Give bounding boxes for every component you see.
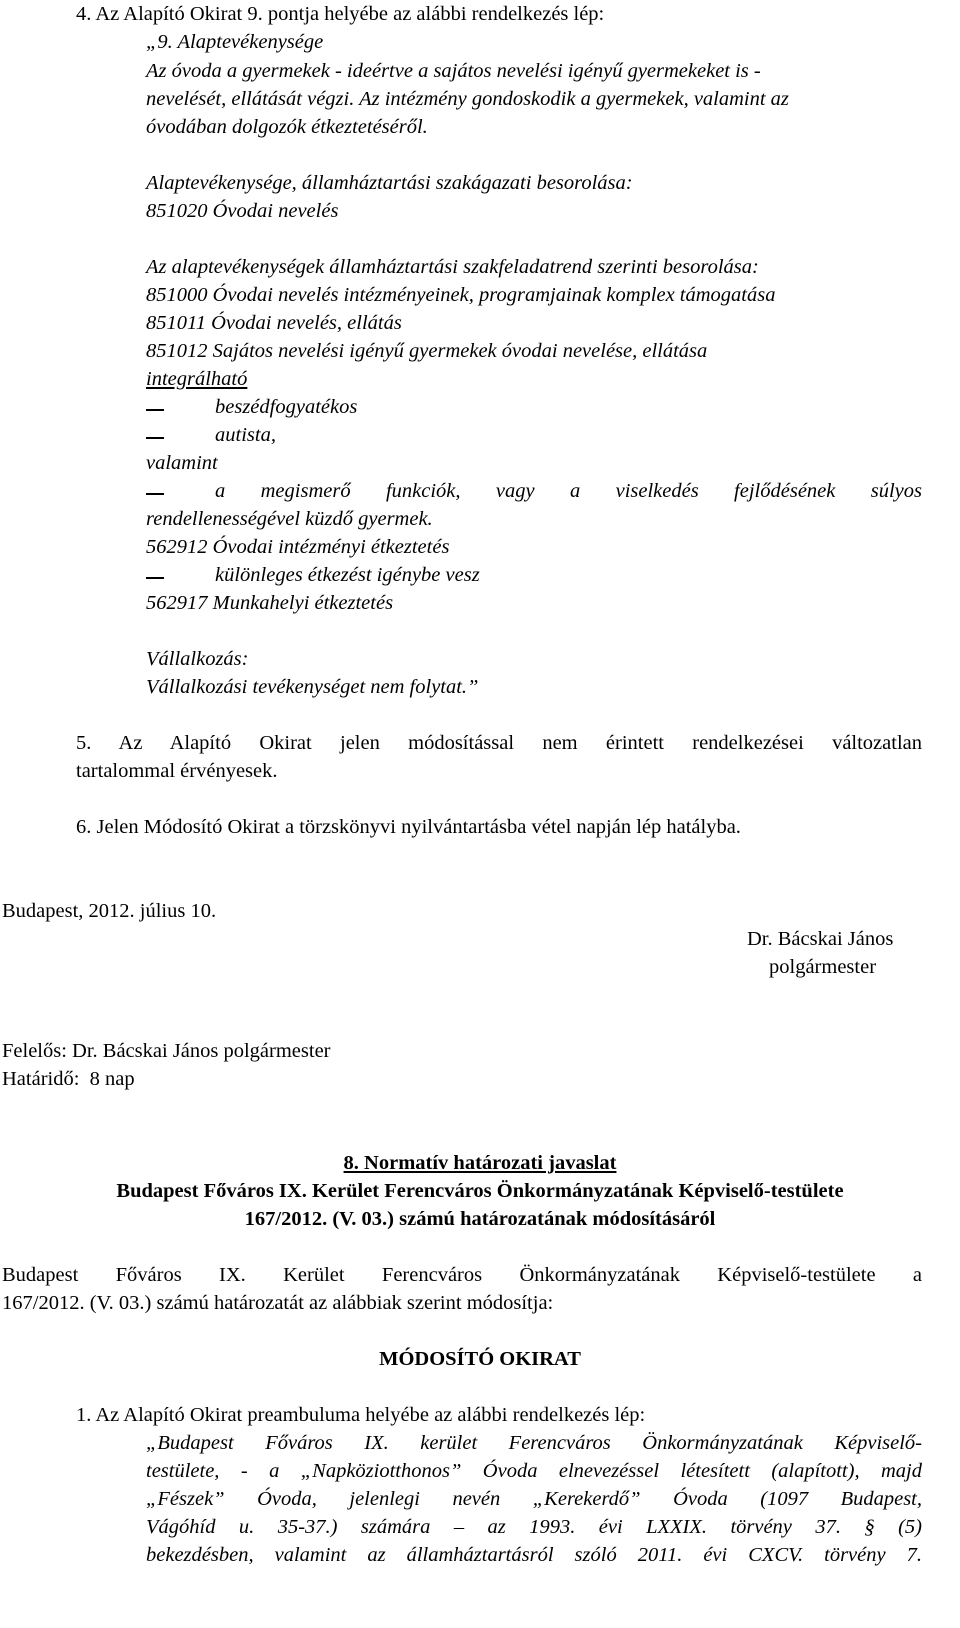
proposal-resolution: 167/2012. (V. 03.) számú határozatának módosításáról [244,1208,716,1230]
item1-line1: „Budapest Főváros IX. kerület Ferencváros Önkormányzatának Képviselő- [146,1432,922,1454]
proposal-title: 8. Normatív határozati javaslat [343,1152,617,1174]
section4-p1-line1: Az óvoda a gyermekek - ideértve a sajátos nevelési igényű gyermekeket is - [146,60,761,82]
section4-p1-line3: óvodában dolgozók étkeztetéséről. [146,116,428,138]
item1-line5: bekezdésben, valamint az államháztartásról szóló 2011. évi CXCV. törvény 7. [146,1544,922,1566]
valamint-label: valamint [146,452,218,474]
section4-p1-line2: nevelését, ellátását végzi. Az intézmény gondoskodik a gyermekek, valamint az [146,88,789,110]
task-4: 562912 Óvodai intézményi étkeztetés [146,536,450,558]
section5-line2: tartalommal érvényesek. [76,760,278,782]
deadline: Határidő: 8 nap [2,1068,135,1090]
body-line2: 167/2012. (V. 03.) számú határozatát az alábbiak szerint módosítja: [2,1292,554,1314]
vallalkozas-label: Vállalkozás: [146,648,249,670]
dash-bullet [146,577,164,579]
dash-bullet [146,493,164,495]
body-line1: Budapest Főváros IX. Kerület Ferencváros Önkormányzatának Képviselő-testülete a [2,1264,922,1286]
dash-item-1: beszédfogyatékos [215,396,358,418]
section6: 6. Jelen Módosító Okirat a törzskönyvi nyilvántartásba vétel napján lép hatályba. [76,816,741,838]
dash-bullet [146,437,164,439]
classification-value: 851020 Óvodai nevelés [146,200,339,222]
classification-label: Alaptevékenysége, államháztartási szakágazati besorolása: [146,172,633,194]
section5-line1: 5. Az Alapító Okirat jelen módosítással nem érintett rendelkezései változatlan [76,732,922,754]
signature-title: polgármester [769,956,877,978]
task-label: Az alaptevékenységek államháztartási szakfeladatrend szerinti besorolása: [146,256,759,278]
vallalkozas-value: Vállalkozási tevékenységet nem folytat.” [146,676,479,698]
signature-name: Dr. Bácskai János [747,928,894,950]
proposal-subtitle: Budapest Főváros IX. Kerület Ferencváros Önkormányzatának Képviselő-testülete [116,1180,844,1202]
dash-item-4: különleges étkezést igénybe vesz [215,564,480,586]
dash-bullet [146,409,164,411]
dash-item-3-cont: rendellenességével küzdő gyermek. [146,508,433,530]
task-3: 851012 Sajátos nevelési igényű gyermekek óvodai nevelése, ellátása [146,340,708,362]
task-5: 562917 Munkahelyi étkeztetés [146,592,394,614]
modosito-heading: MÓDOSÍTÓ OKIRAT [379,1348,581,1370]
responsible: Felelős: Dr. Bácskai János polgármester [2,1040,331,1062]
item1-intro: 1. Az Alapító Okirat preambuluma helyébe az alábbi rendelkezés lép: [76,1404,646,1426]
place-date: Budapest, 2012. július 10. [2,900,217,922]
dash-item-2: autista, [215,424,276,446]
item1-line3: „Fészek” Óvoda, jelenlegi nevén „Kerekerdő” Óvoda (1097 Budapest, [146,1488,922,1510]
item1-line4: Vágóhíd u. 35-37.) számára – az 1993. évi LXXIX. törvény 37. § (5) [146,1516,922,1538]
section4-heading: „9. Alaptevékenysége [146,31,324,53]
integralhato-label: integrálható [146,368,248,390]
section4-intro: 4. Az Alapító Okirat 9. pontja helyébe az alábbi rendelkezés lép: [76,3,605,25]
task-1: 851000 Óvodai nevelés intézményeinek, programjainak komplex támogatása [146,284,776,306]
item1-line2: testülete, - a „Napköziotthonos” Óvoda elnevezéssel létesített (alapított), majd [146,1460,922,1482]
task-2: 851011 Óvodai nevelés, ellátás [146,312,402,334]
dash-item-3: a megismerő funkciók, vagy a viselkedés fejlődésének súlyos [215,480,922,502]
